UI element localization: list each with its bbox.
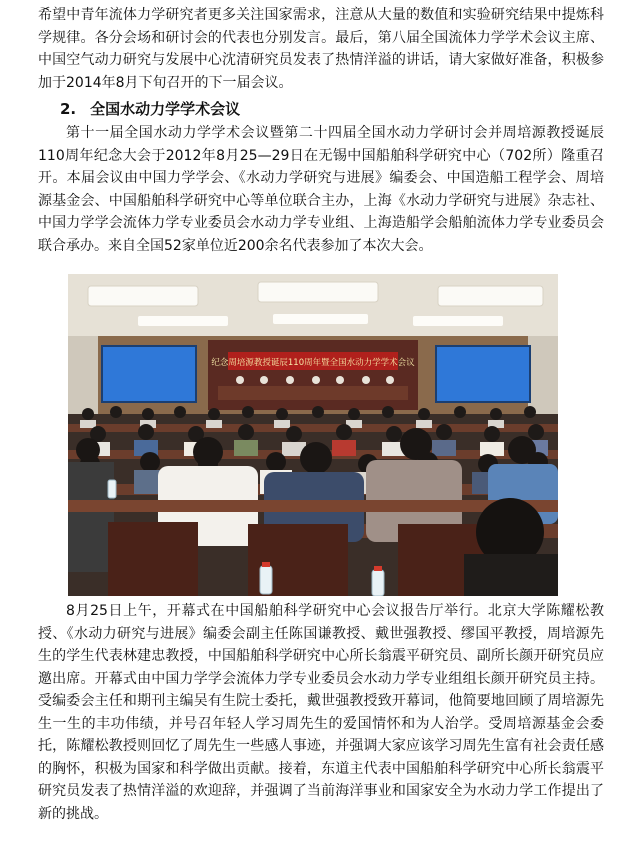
section-title: 全国水动力学学术会议 [90, 100, 241, 118]
conference-photo [68, 274, 558, 596]
opening-ceremony-paragraph: 8月25日上午，开幕式在中国船舶科学研究中心会议报告厅举行。北京大学陈耀松教授、《水动力研究与进展》编委会副主任陈国谦教授、戴世强教授、缪国平教授，周培源先生的学生代表林建忠教授，中国船舶科学研究中心所长翁震平研究员、副所长颜开研究员应邀出席。开幕式由中国力学学会流体力学专业委员会水动力学专业组组长颜开研究员主持。受编委会主任和期刊主编吴有生院士委托，戴世强教授致开幕词，他简要地回顾了周培源先生一生的丰功伟绩，并号召年轻人学习周先生的爱国情怀和为人治学。受周培源基金会委托，陈耀松教授则回忆了周先生一些感人事迹，并强调大家应该学习周先生富有社会责任感的胸怀，积极为国家和科学做出贡献。接着，东道主代表中国船舶科学研究中心所长翁震平研究员发表了热情洋溢的欢迎辞，并强调了当前海洋事业和国家安全为水动力学工作提出了新的挑战。 [38, 603, 604, 822]
section-number: 2. [60, 100, 77, 118]
banner-text: 纪念周培源教授诞辰110周年暨全国水动力学学术会议 [211, 358, 415, 368]
intro-paragraph: 希望中青年流体力学研究者更多关注国家需求，注意从大量的数值和实验研究结果中提炼科学规律。各分会场和研讨会的代表也分别发言。最后，第八届全国流体力学学术会议主席、中国空气动力研究与发展中心沈清研究员发表了热情洋溢的讲话，请大家做好准备，积极参加于2014年8月下旬召开的下一届会议。 [38, 7, 604, 91]
left-projector-screen [102, 346, 196, 402]
right-projector-screen [436, 346, 530, 402]
section-heading [60, 98, 240, 119]
conference-paragraph: 第十一届全国水动力学学术会议暨第二十四届全国水动力学研讨会并周培源教授诞辰110周年纪念大会于2012年8月25—29日在无锡中国船舶科学研究中心（702所）隆重召开。本届会议由中国力学学会、《水动力学研究与进展》编委会、中国造船工程学会、周培源基金会、中国船舶科学研究中心等单位联合主办，上海《水动力学研究与进展》杂志社、中国力学学会流体力学专业委员会水动力学专业组、上海造船学会船舶流体力学专业委员会联合承办。来自全国52家单位近200余名代表参加了本次大会。 [38, 125, 604, 254]
